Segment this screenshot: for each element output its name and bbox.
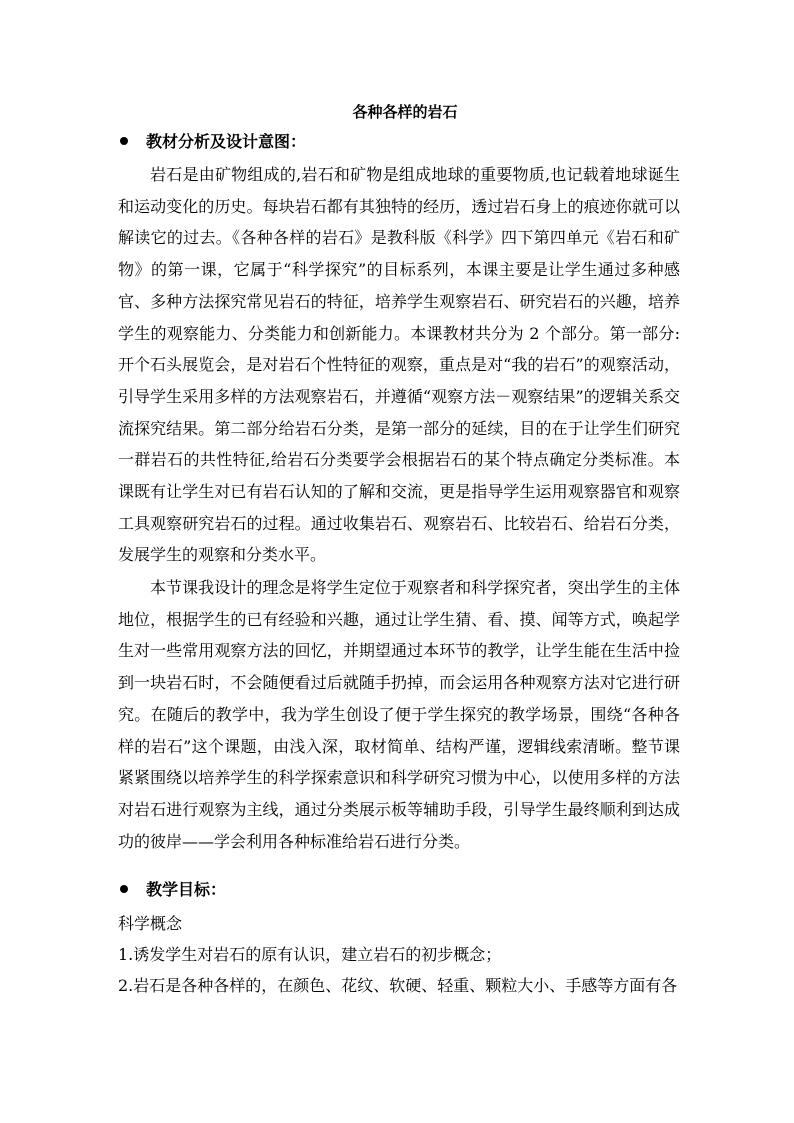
objective-item-2: 2.岩石是各种各样的，在颜色、花纹、软硬、轻重、颗粒大小、手感等方面有各 — [118, 976, 678, 995]
bullet-icon — [120, 137, 128, 145]
section-heading-objectives — [120, 879, 226, 901]
section-heading-analysis — [120, 131, 306, 153]
objectives-subheading: 科学概念 — [118, 914, 183, 933]
bullet-icon — [120, 885, 128, 893]
analysis-paragraph-2: 本节课我设计的理念是将学生定位于观察者和科学探究者，突出学生的主体地位，根据学生的已有经验和兴趣，通过让学生猜、看、摸、闻等方式，唤起学生对一些常用观察方法的回忆，并期望通过本环节的教学，让学生能在生活中捡到一块岩石时，不会随便看过后就随手扔掉，而会运用各种观察方法对它进行研究。在随后的教学中，我为学生创设了便于学生探究的教学场景，围绕“各种各样的岩石”这个课题，由浅入深，取材简单、结构严谨，逻辑线索清晰。整节课紧紧围绕以培养学生的科学探索意识和科学研究习惯为中心，以使用多样的方法对岩石进行观察为主线，通过分类展示板等辅助手段，引导学生最终顺利到达成功的彼岸——学会利用各种标准给岩石进行分类。 — [118, 578, 680, 851]
document-title: 各种各样的岩石 — [352, 103, 458, 121]
analysis-paragraph-1: 岩石是由矿物组成的,岩石和矿物是组成地球的重要物质,也记载着地球诞生和运动变化的历史。每块岩石都有其独特的经历，透过岩石身上的痕迹你就可以解读它的过去。《各种各样的岩石》是教科版《科学》四下第四单元《岩石和矿物》的第一课，它属于“科学探究”的目标系列，本课主要是让学生通过多种感官、多种方法探究常见岩石的特征，培养学生观察岩石、研究岩石的兴趣，培养学生的观察能力、分类能力和创新能力。本课教材共分为 2 个部分。第一部分:开个石头展览会，是对岩石个性特征的观察，重点是对“我的岩石”的观察活动，引导学生采用多样的方法观察岩石，并遵循“观察方法－观察结果”的逻辑关系交流探究结果。第二部分给岩石分类，是第一部分的延续，目的在于让学生们研究一群岩石的共性特征,给岩石分类要学会根据岩石的某个特点确定分类标准。本课既有让学生对已有岩石认知的了解和交流，更是指导学生运用观察器官和观察工具观察研究岩石的过程。通过收集岩石、观察岩石、比较岩石、给岩石分类，发展学生的观察和分类水平。 — [118, 165, 680, 565]
objective-item-1: 1.诱发学生对岩石的原有认识，建立岩石的初步概念； — [118, 945, 502, 964]
section-heading-text: 教学目标： — [146, 880, 227, 899]
section-heading-text: 教材分析及设计意图： — [146, 132, 307, 151]
